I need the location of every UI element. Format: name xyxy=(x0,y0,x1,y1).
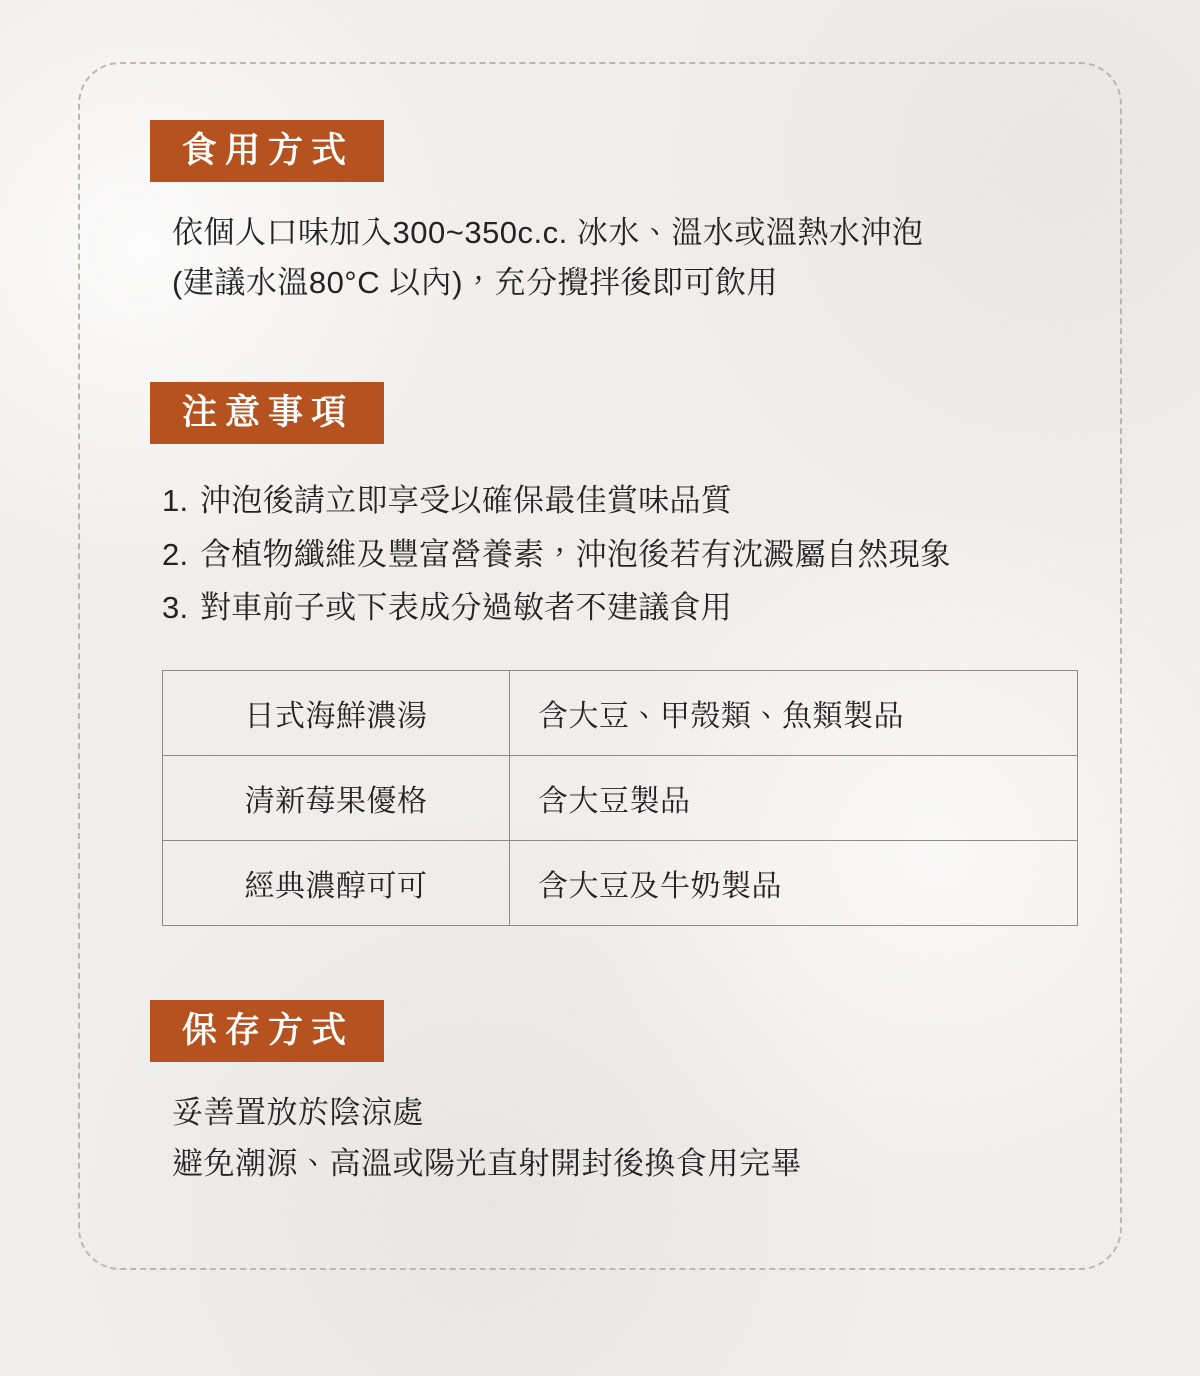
list-item xyxy=(162,474,1080,527)
product-info-content xyxy=(150,120,1080,1189)
section-tag-notice: 注意事項 xyxy=(150,382,384,444)
usage-line-1: 依個人口味加入300~350c.c. 冰水、溫水或溫熱水沖泡 xyxy=(172,215,924,250)
table-row xyxy=(163,756,1078,841)
list-item-text: 對車前子或下表成分過敏者不建議食用 xyxy=(200,590,733,626)
list-item-number: 3. xyxy=(162,590,189,626)
list-item-number: 1. xyxy=(162,483,189,519)
spacer-notice-storage xyxy=(150,926,1080,1000)
table-cell-product: 日式海鮮濃湯 xyxy=(163,671,510,756)
table-row xyxy=(163,841,1078,926)
usage-instructions xyxy=(172,208,1080,308)
list-item-text: 含植物纖維及豐富營養素，沖泡後若有沈澱屬自然現象 xyxy=(200,536,952,572)
table-row xyxy=(163,671,1078,756)
table-cell-allergen: 含大豆及牛奶製品 xyxy=(510,841,1078,926)
section-tag-usage: 食用方式 xyxy=(150,120,384,182)
storage-line-2: 避免潮源、高溫或陽光直射開封後換食用完畢 xyxy=(172,1145,802,1181)
list-item-text: 沖泡後請立即享受以確保最佳賞味品質 xyxy=(200,483,733,519)
list-item-number: 2. xyxy=(162,536,189,572)
table-cell-allergen: 含大豆製品 xyxy=(510,756,1078,841)
table-cell-allergen: 含大豆、甲殼類、魚類製品 xyxy=(510,671,1078,756)
spacer-usage-notice xyxy=(150,308,1080,382)
section-tag-storage: 保存方式 xyxy=(150,1000,384,1062)
notice-list xyxy=(162,474,1080,634)
storage-line-1: 妥善置放於陰涼處 xyxy=(172,1095,424,1131)
list-item xyxy=(162,528,1080,581)
allergen-table xyxy=(162,670,1078,926)
storage-instructions xyxy=(172,1088,1080,1188)
table-cell-product: 經典濃醇可可 xyxy=(163,841,510,926)
usage-line-2: (建議水溫80°C 以內)，充分攪拌後即可飲用 xyxy=(172,265,779,301)
table-cell-product: 清新莓果優格 xyxy=(163,756,510,841)
list-item xyxy=(162,581,1080,634)
